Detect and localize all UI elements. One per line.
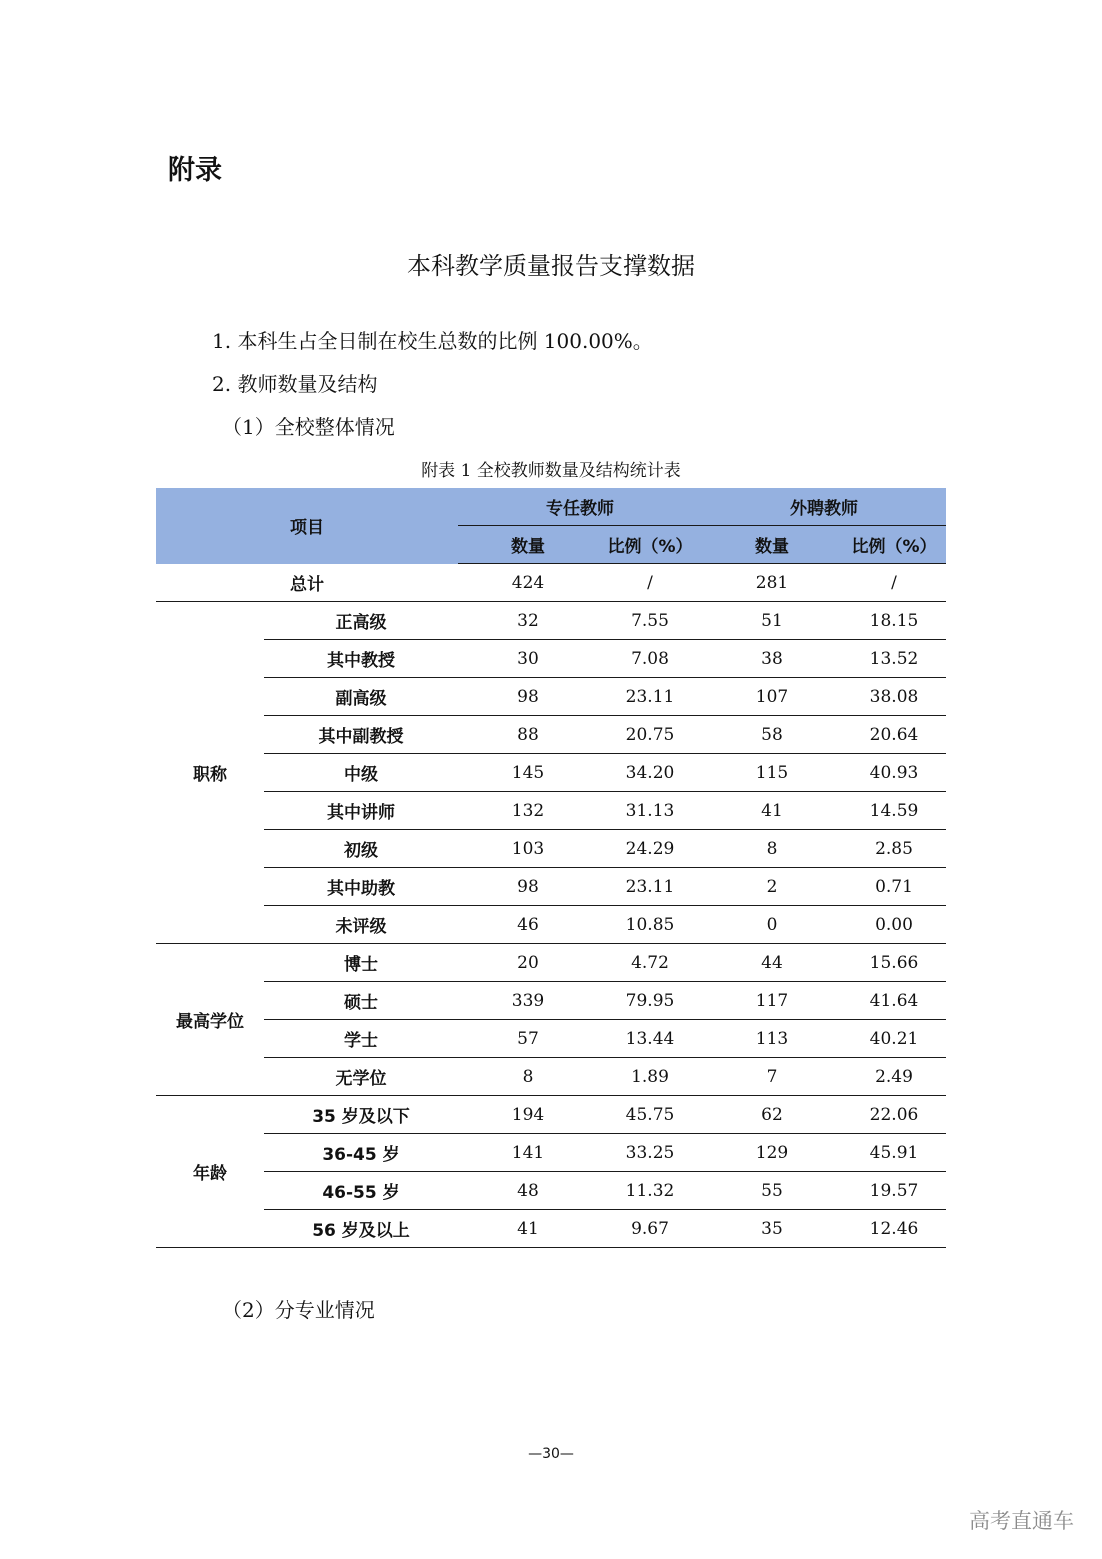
- table-cell: 62: [702, 1096, 842, 1134]
- table-cell: /: [842, 564, 946, 602]
- table-cell: 9.67: [598, 1210, 702, 1248]
- table-cell: 40.21: [842, 1020, 946, 1058]
- table-row: [156, 1096, 946, 1134]
- table-row: [156, 640, 946, 678]
- teacher-stats-table: [156, 488, 946, 1248]
- table-cell: 57: [458, 1020, 598, 1058]
- table-cell: 0.00: [842, 906, 946, 944]
- table-row: [156, 1020, 946, 1058]
- table-cell: 20.64: [842, 716, 946, 754]
- table-cell: 117: [702, 982, 842, 1020]
- table-cell: 48: [458, 1172, 598, 1210]
- table-caption: 附表 1 全校教师数量及结构统计表: [421, 461, 681, 481]
- table-row-total: [156, 564, 946, 602]
- table-cell: 0.71: [842, 868, 946, 906]
- table-cell: 31.13: [598, 792, 702, 830]
- table-row: [156, 868, 946, 906]
- table-cell: 55: [702, 1172, 842, 1210]
- page-number: —30—: [528, 1446, 574, 1462]
- table-cell: 8: [702, 830, 842, 868]
- row-label: 总计: [156, 564, 458, 602]
- row-label: 其中讲师: [264, 792, 458, 830]
- table-row: [156, 1058, 946, 1096]
- table-cell: 7: [702, 1058, 842, 1096]
- header-external-ratio: 比例（%）: [842, 526, 946, 564]
- row-label: 硕士: [264, 982, 458, 1020]
- table-cell: 44: [702, 944, 842, 982]
- table-cell: 79.95: [598, 982, 702, 1020]
- table-cell: 46: [458, 906, 598, 944]
- table-cell: 10.85: [598, 906, 702, 944]
- table-cell: 23.11: [598, 678, 702, 716]
- table-cell: 339: [458, 982, 598, 1020]
- table-cell: 41: [458, 1210, 598, 1248]
- paragraph-teacher-structure: 2. 教师数量及结构: [212, 372, 378, 396]
- document-title: 本科教学质量报告支撑数据: [407, 252, 695, 280]
- paragraph-undergrad-ratio: 1. 本科生占全日制在校生总数的比例 100.00%。: [212, 329, 653, 353]
- table-row: [156, 792, 946, 830]
- table-cell: 2: [702, 868, 842, 906]
- header-item: 项目: [156, 488, 458, 564]
- group-label: 最高学位: [156, 944, 264, 1096]
- header-external: 外聘教师: [702, 488, 946, 526]
- table-cell: 13.44: [598, 1020, 702, 1058]
- table-cell: 141: [458, 1134, 598, 1172]
- table-cell: 51: [702, 602, 842, 640]
- table-cell: 107: [702, 678, 842, 716]
- table-cell: 32: [458, 602, 598, 640]
- table-body: [156, 564, 946, 1248]
- table-cell: 14.59: [842, 792, 946, 830]
- header-fulltime: 专任教师: [458, 488, 702, 526]
- table-cell: 45.91: [842, 1134, 946, 1172]
- table-cell: 30: [458, 640, 598, 678]
- paragraph-school-overall: （1）全校整体情况: [222, 415, 395, 439]
- table-row: [156, 1210, 946, 1248]
- table-cell: 0: [702, 906, 842, 944]
- table-row: [156, 716, 946, 754]
- table-cell: 20.75: [598, 716, 702, 754]
- row-label: 36-45 岁: [264, 1134, 458, 1172]
- table-cell: 115: [702, 754, 842, 792]
- table-cell: 4.72: [598, 944, 702, 982]
- table-cell: 2.49: [842, 1058, 946, 1096]
- row-label: 其中教授: [264, 640, 458, 678]
- row-label: 46-55 岁: [264, 1172, 458, 1210]
- row-label: 副高级: [264, 678, 458, 716]
- row-label: 学士: [264, 1020, 458, 1058]
- table-cell: 33.25: [598, 1134, 702, 1172]
- table-cell: 8: [458, 1058, 598, 1096]
- table-cell: 40.93: [842, 754, 946, 792]
- header-fulltime-count: 数量: [458, 526, 598, 564]
- table-cell: 2.85: [842, 830, 946, 868]
- table-cell: 24.29: [598, 830, 702, 868]
- row-label: 56 岁及以上: [264, 1210, 458, 1248]
- table-cell: 132: [458, 792, 598, 830]
- table-cell: 15.66: [842, 944, 946, 982]
- row-label: 其中副教授: [264, 716, 458, 754]
- table-cell: 41: [702, 792, 842, 830]
- table-row: [156, 1172, 946, 1210]
- table-row: [156, 1134, 946, 1172]
- paragraph-by-major: （2）分专业情况: [222, 1298, 375, 1322]
- row-label: 未评级: [264, 906, 458, 944]
- table-cell: 58: [702, 716, 842, 754]
- table-row: [156, 678, 946, 716]
- table-cell: 20: [458, 944, 598, 982]
- header-fulltime-ratio: 比例（%）: [598, 526, 702, 564]
- table-cell: /: [598, 564, 702, 602]
- group-label: 年龄: [156, 1096, 264, 1248]
- table-cell: 22.06: [842, 1096, 946, 1134]
- table-cell: 194: [458, 1096, 598, 1134]
- table-cell: 1.89: [598, 1058, 702, 1096]
- table-cell: 34.20: [598, 754, 702, 792]
- table-cell: 7.55: [598, 602, 702, 640]
- table-cell: 19.57: [842, 1172, 946, 1210]
- table-cell: 11.32: [598, 1172, 702, 1210]
- table-cell: 23.11: [598, 868, 702, 906]
- watermark: 高考直通车: [969, 1509, 1074, 1533]
- table-cell: 129: [702, 1134, 842, 1172]
- row-label: 无学位: [264, 1058, 458, 1096]
- table-row: [156, 754, 946, 792]
- table-cell: 38.08: [842, 678, 946, 716]
- row-label: 中级: [264, 754, 458, 792]
- table-cell: 98: [458, 868, 598, 906]
- table-cell: 35: [702, 1210, 842, 1248]
- table-cell: 424: [458, 564, 598, 602]
- table-cell: 13.52: [842, 640, 946, 678]
- table-cell: 103: [458, 830, 598, 868]
- table-row: [156, 602, 946, 640]
- row-label: 其中助教: [264, 868, 458, 906]
- table-cell: 18.15: [842, 602, 946, 640]
- header-external-count: 数量: [702, 526, 842, 564]
- table-cell: 98: [458, 678, 598, 716]
- table-cell: 281: [702, 564, 842, 602]
- table-cell: 38: [702, 640, 842, 678]
- row-label: 初级: [264, 830, 458, 868]
- table-cell: 12.46: [842, 1210, 946, 1248]
- table-cell: 7.08: [598, 640, 702, 678]
- appendix-heading: 附录: [168, 155, 222, 186]
- table-cell: 88: [458, 716, 598, 754]
- table-row: [156, 944, 946, 982]
- row-label: 正高级: [264, 602, 458, 640]
- row-label: 博士: [264, 944, 458, 982]
- row-label: 35 岁及以下: [264, 1096, 458, 1134]
- table-cell: 113: [702, 1020, 842, 1058]
- table-cell: 145: [458, 754, 598, 792]
- table-cell: 41.64: [842, 982, 946, 1020]
- table-row: [156, 906, 946, 944]
- table-row: [156, 982, 946, 1020]
- group-label: 职称: [156, 602, 264, 944]
- table-row: [156, 830, 946, 868]
- table-cell: 45.75: [598, 1096, 702, 1134]
